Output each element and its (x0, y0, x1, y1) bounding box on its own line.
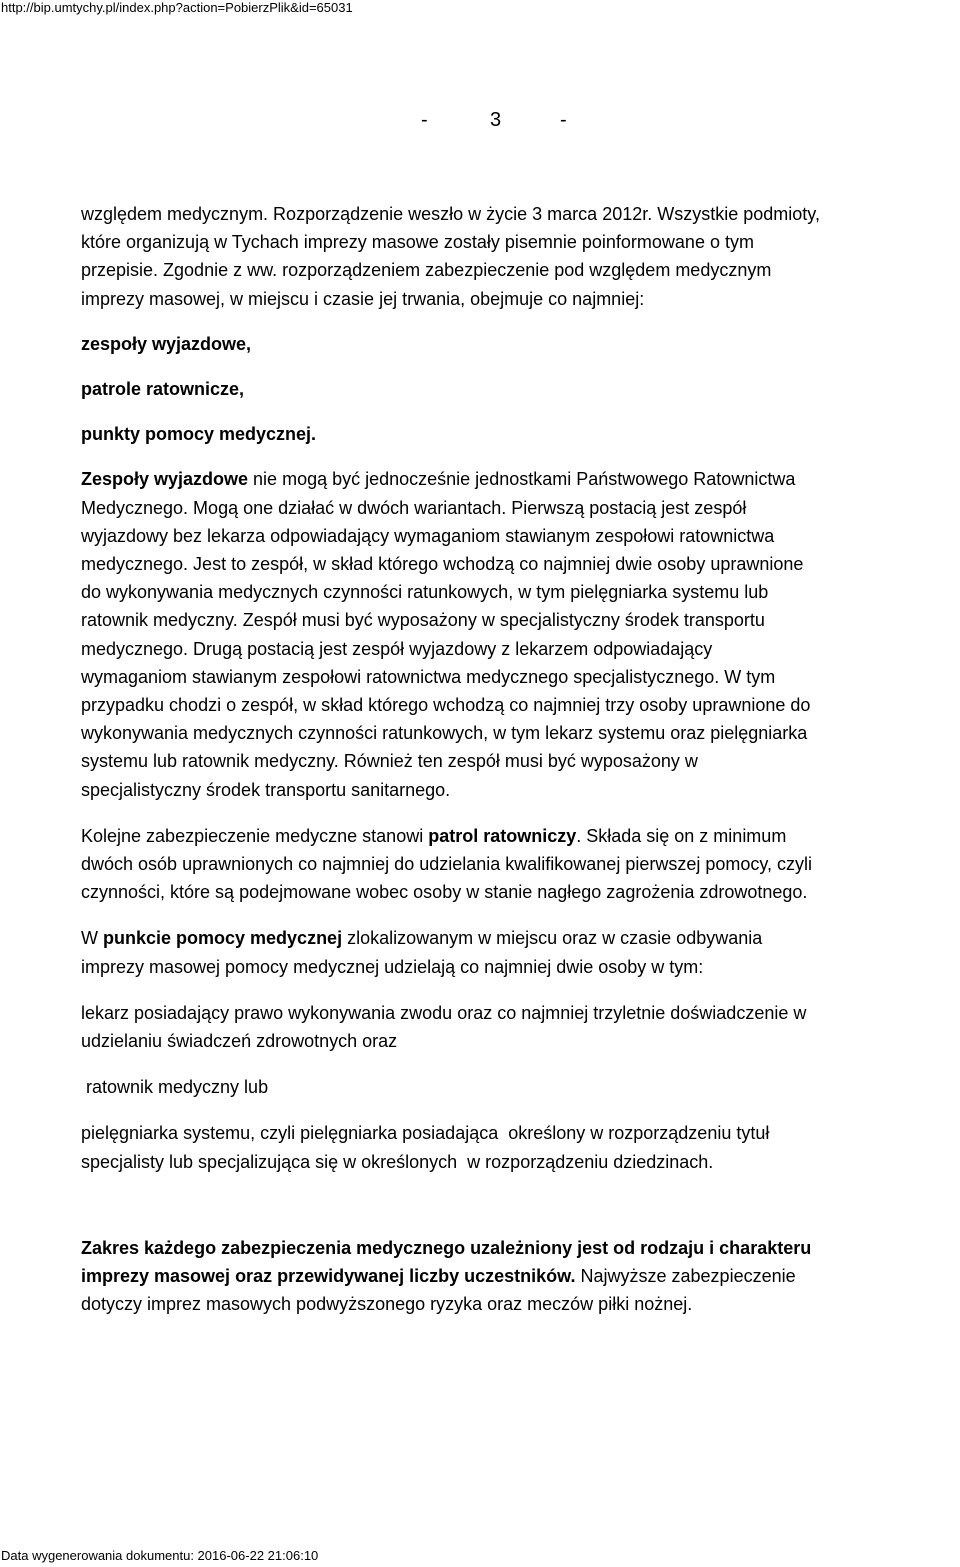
text-line: specjalistyczny środek transportu sanitarnego. (81, 779, 451, 800)
text-line: lekarz posiadający prawo wykonywania zwodu oraz co najmniej trzyletnie doświadczenie w (81, 1002, 807, 1023)
list-item-doctor (81, 999, 951, 1055)
bold-term: Zespoły wyjazdowe (81, 469, 249, 490)
page-number-dash-left: - (421, 109, 428, 131)
text-line: Kolejne zabezpieczenie medyczne stanowi (81, 825, 429, 846)
list-item-patrols: patrole ratownicze, (81, 379, 245, 400)
text-line: systemu lub ratownik medyczny. Również ten zespół musi być wyposażony w (81, 751, 698, 772)
text-line: ratownik medyczny. Zespół musi być wyposażony w specjalistyczny środek transportu (81, 610, 765, 631)
text-line: przypadku chodzi o zespół, w skład którego wchodzą co najmniej trzy osoby uprawnione do (81, 695, 811, 716)
text-line: wykonywania medycznych czynności ratunkowych, w tym lekarz systemu oraz pielęgniarka (81, 723, 808, 744)
text-line: dotyczy imprez masowych podwyższonego ryzyka oraz meczów piłki nożnej. (81, 1294, 693, 1315)
text-line: wyjazdowy bez lekarza odpowiadający wymaganiom stawianym zespołowi ratownictwa (81, 525, 775, 546)
text-line: dwóch osób uprawnionych co najmniej do udzielania kwalifikowanej pierwszej pomocy, czyli (81, 854, 813, 875)
list-item-paramedic: ratownik medyczny lub (81, 1077, 269, 1098)
paragraph-aid-point (81, 924, 951, 980)
text-line: które organizują w Tychach imprezy masowe zostały pisemnie poinformowane o tym (81, 232, 754, 253)
bold-term: patrol ratowniczy (428, 825, 577, 846)
paragraph-scope (81, 1234, 951, 1319)
text-line: Medycznego. Mogą one działać w dwóch wariantach. Pierwszą postacią jest zespół (81, 497, 747, 518)
bold-term: imprezy masowej oraz przewidywanej liczby uczestników. (81, 1266, 576, 1287)
text-line: do wykonywania medycznych czynności ratunkowych, w tym pielęgniarka systemu lub (81, 582, 769, 603)
text-line: udzielaniu świadczeń zdrowotnych oraz (81, 1031, 398, 1052)
text-line: wymaganiom stawianym zespołowi ratownictwa medycznego specjalistycznego. W tym (81, 666, 776, 687)
list-item-teams: zespoły wyjazdowe, (81, 333, 252, 354)
text-line: specjalisty lub specjalizująca się w określonych w rozporządzeniu dziedzinach. (81, 1151, 714, 1172)
paragraph-intro (81, 200, 951, 313)
text-line: nie mogą być jednocześnie jednostkami Państwowego Ratownictwa (248, 469, 796, 490)
text-line: imprezy masowej pomocy medycznej udzielają co najmniej dwie osoby w tym: (81, 956, 704, 977)
text-line: medycznego. Jest to zespół, w skład którego wchodzą co najmniej dwie osoby uprawnione (81, 554, 804, 575)
bold-term: Zakres każdego zabezpieczenia medycznego uzależniony jest od rodzaju i charakteru (81, 1237, 812, 1258)
generation-date: Data wygenerowania dokumentu: 2016-06-22 21:06:10 (1, 1548, 319, 1563)
text-line: przepisie. Zgodnie z ww. rozporządzeniem zabezpieczenie pod względem medycznym (81, 260, 772, 281)
document-body (81, 200, 951, 1319)
page-number-value: 3 (490, 109, 502, 131)
text-line: pielęgniarka systemu, czyli pielęgniarka posiadająca określony w rozporządzeniu tytuł (81, 1123, 770, 1144)
bold-term: punkcie pomocy medycznej (103, 928, 343, 949)
paragraph-teams (81, 465, 951, 803)
list-item-aid-points: punkty pomocy medycznej. (81, 424, 317, 445)
text-line: względem medycznym. Rozporządzenie weszło w życie 3 marca 2012r. Wszystkie podmioty, (81, 204, 820, 224)
text-line: czynności, które są podejmowane wobec osoby w stanie nagłego zagrożenia zdrowotnego. (81, 882, 808, 903)
text-line: W (81, 928, 103, 949)
list-item-nurse (81, 1119, 951, 1175)
text-line: Najwyższe zabezpieczenie (575, 1266, 796, 1287)
text-line: medycznego. Drugą postacią jest zespół wyjazdowy z lekarzem odpowiadający (81, 638, 713, 659)
source-url: http://bip.umtychy.pl/index.php?action=PobierzPlik&id=65031 (1, 0, 353, 15)
text-line: imprezy masowej, w miejscu i czasie jej trwania, obejmuje co najmniej: (81, 288, 645, 309)
paragraph-patrol (81, 822, 951, 907)
text-line: zlokalizowanym w miejscu oraz w czasie odbywania (342, 928, 763, 949)
text-line: . Składa się on z minimum (576, 825, 787, 846)
page-number-dash-right: - (560, 109, 567, 131)
